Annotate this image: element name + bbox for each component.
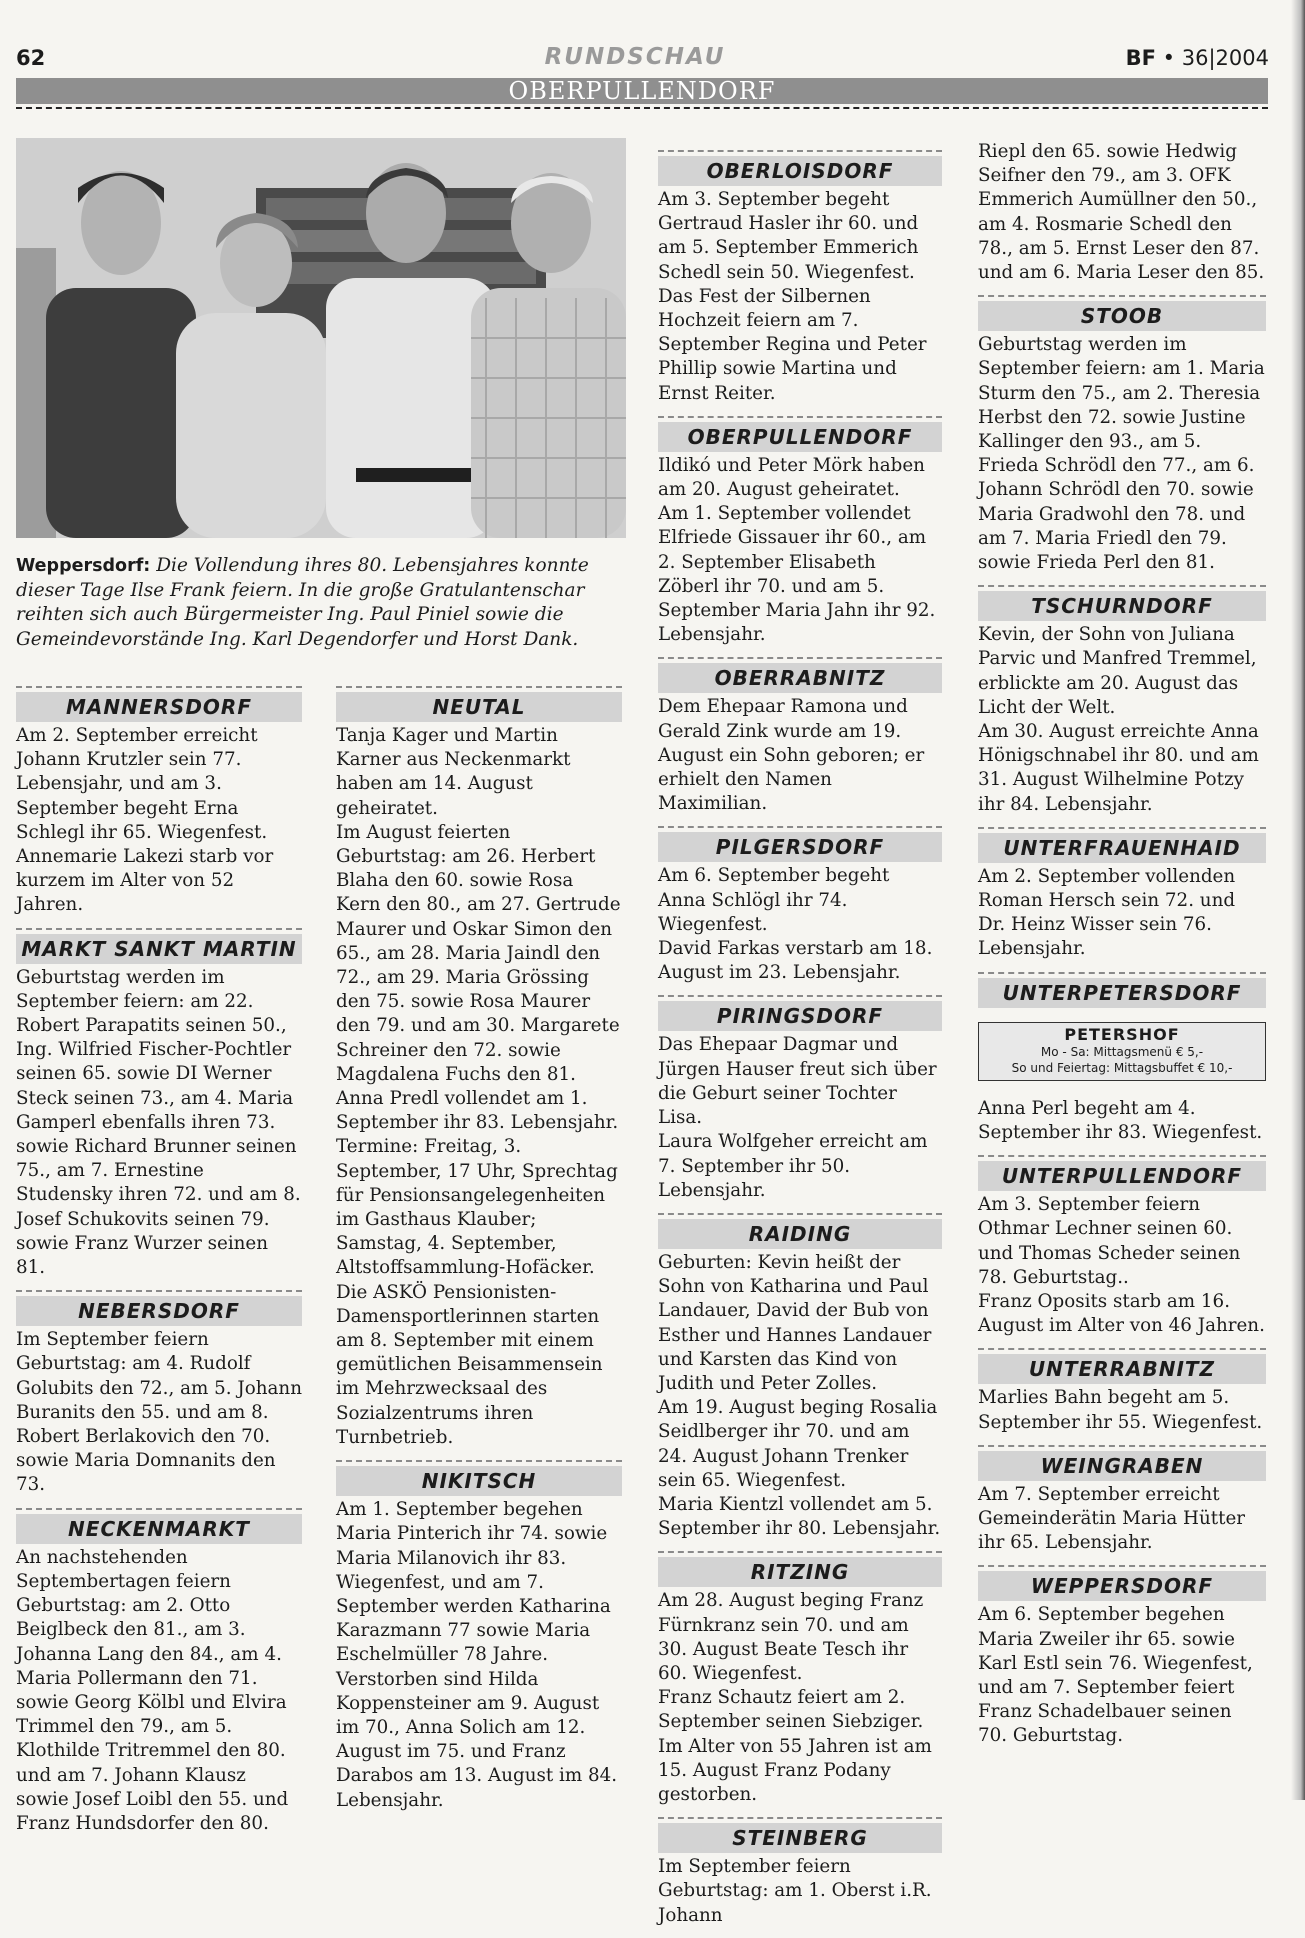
dashed-rule <box>978 585 1266 587</box>
dashed-rule <box>658 826 942 828</box>
dashed-rule <box>16 686 302 688</box>
article-body: Im September feiern Geburtstag: am 1. Oberst i.R. Johann <box>658 1856 932 1926</box>
section-header <box>16 686 302 722</box>
article-oberloisdorf <box>658 150 942 406</box>
photo-caption <box>16 554 628 652</box>
article-nikitsch <box>336 1460 622 1813</box>
section-heading: WEPPERSDORF <box>978 1571 1266 1601</box>
issue-number: 36|2004 <box>1181 46 1269 70</box>
dashed-rule <box>658 1213 942 1215</box>
section-heading: TSCHURNDORF <box>978 591 1266 621</box>
section-header <box>16 928 302 964</box>
section-header <box>978 295 1266 331</box>
column-b <box>336 686 622 1823</box>
dashed-rule <box>978 972 1266 974</box>
section-header <box>16 1508 302 1544</box>
group-photo <box>16 138 626 538</box>
dashed-rule <box>978 1155 1266 1157</box>
page-number: 62 <box>16 46 46 70</box>
article-weingraben <box>978 1445 1266 1556</box>
ad-title: PETERSHOF <box>1064 1024 1180 1044</box>
section-header <box>336 1460 622 1496</box>
article-body: Am 3. September begeht Gertraud Hasler ihr 60. und am 5. September Emmerich Schedl sein 50. Wiegenfest. Das Fest der Silbernen Hochzeit feiern am 7. September Regina und Peter Phillip sowie Martina und Ernst Reiter. <box>658 189 927 404</box>
article-body: Geburten: Kevin heißt der Sohn von Katharina und Paul Landauer, David der Bub von Esther und Hannes Landauer und Karsten das Kind von Judith und Peter Zolles. Am 19. August beging Rosalia Seidlberger ihr 70. und am 24. August Johann Trenker sein 65. Wiegenfest. Maria Kientzl vollendet am 5. September ihr 80. Lebensjahr. <box>658 1251 941 1540</box>
caption-text: Die Vollendung ihres 80. Lebensjahres konnte dieser Tage Ilse Frank feiern. In die große Gratulantenschar reihten sich auch Bürgermeister Ing. Paul Piniel sowie die Gemeindevorstände Ing. Karl Degendorfer und Horst Dank. <box>16 555 589 650</box>
section-title: RUNDSCHAU <box>544 44 726 70</box>
section-heading: PILGERSDORF <box>658 832 942 862</box>
section-heading: STOOB <box>978 301 1266 331</box>
article-body: Am 6. September begehen Maria Zweiler ihr 65. sowie Karl Estl sein 76. Wiegenfest, und am 7. September feiert Franz Schadelbauer seinen 70. Geburtstag. <box>978 1604 1253 1747</box>
advertisement-box <box>978 1022 1266 1081</box>
section-heading: UNTERFRAUENHAID <box>978 833 1266 863</box>
dashed-rule <box>16 1290 302 1292</box>
article-body: An nachstehenden Septembertagen feiern Geburtstag: am 2. Otto Beiglbeck den 81., am 3. Johanna Lang den 84., am 4. Maria Pollermann den 71. sowie Georg Kölbl und Elvira Trimmel den 79., am 5. Klothilde Tritremmel den 80. und am 7. Johann Klausz sowie Josef Loibl den 55. und Franz Hundsdorfer den 80. <box>16 1546 289 1834</box>
article-body: Anna Perl begeht am 4. September ihr 83. Wiegenfest. <box>978 1097 1263 1143</box>
article-pilgersdorf <box>658 826 942 985</box>
article-oberpullendorf <box>658 416 942 648</box>
article-body: Am 2. September vollenden Roman Hersch sein 72. und Dr. Heinz Wisser sein 76. Lebensjahr. <box>978 865 1236 960</box>
section-heading: NEUTAL <box>336 692 622 722</box>
article-ritzing <box>658 1551 942 1807</box>
dashed-rule <box>16 1508 302 1510</box>
dashed-rule <box>978 1348 1266 1350</box>
section-header <box>978 1565 1266 1601</box>
issue-separator: • <box>1162 46 1176 70</box>
section-header <box>658 826 942 862</box>
dashed-rule <box>336 1460 622 1462</box>
section-header <box>658 995 942 1031</box>
article-body: Am 7. September erreicht Gemeinderätin Maria Hütter ihr 65. Lebensjahr. <box>978 1483 1246 1554</box>
dashed-rule <box>978 295 1266 297</box>
article-body: Geburtstag werden im September feiern: am 22. Robert Parapatits seinen 50., Ing. Wilfried Fischer-Pochtler seinen 65. sowie DI Werner Steck seinen 73., am 4. Maria Gamperl ebenfalls ihren 73. sowie Richard Brunner seinen 75., am 7. Ernestine Studensky ihren 72. und am 8. Josef Schukovits seinen 79. sowie Franz Wurzer seinen 81. <box>16 966 301 1279</box>
article-neutal <box>336 686 622 1450</box>
dashed-rule <box>16 928 302 930</box>
region-banner <box>16 78 1268 104</box>
section-heading: OBERLOISDORF <box>658 156 942 186</box>
section-heading: UNTERPETERSDORF <box>978 978 1266 1008</box>
ad-line-weekend: So und Feiertag: Mittagsbuffet € 10,- <box>1011 1060 1233 1075</box>
article-raiding <box>658 1213 942 1541</box>
section-header <box>16 1290 302 1326</box>
article-steinberg <box>658 1817 942 1928</box>
dashed-rule <box>978 1445 1266 1447</box>
section-heading: OBERRABNITZ <box>658 663 942 693</box>
article-body: Im September feiern Geburtstag: am 4. Rudolf Golubits den 72., am 5. Johann Buranits den 55. und am 8. Robert Berlakovich den 70. sowie Maria Domnanits den 73. <box>16 1329 302 1496</box>
article-body: Das Ehepaar Dagmar und Jürgen Hauser freut sich über die Geburt seiner Tochter Lisa. Laura Wolfgeher erreicht am 7. September ihr 50. Lebensjahr. <box>658 1034 937 1201</box>
section-heading: PIRINGSDORF <box>658 1001 942 1031</box>
header-divider <box>16 107 1268 109</box>
caption-place: Weppersdorf: <box>16 556 151 576</box>
dashed-rule <box>978 1565 1266 1567</box>
section-header <box>978 585 1266 621</box>
section-header <box>658 1817 942 1853</box>
article-oberrabnitz <box>658 657 942 816</box>
section-header <box>978 1348 1266 1384</box>
dashed-rule <box>336 686 622 688</box>
article-body: Marlies Bahn begeht am 5. September ihr 55. Wiegenfest. <box>978 1387 1263 1433</box>
region-title: OBERPULLENDORF <box>508 77 776 105</box>
article-neckenmarkt <box>16 1508 302 1836</box>
section-header <box>658 150 942 186</box>
section-header <box>978 1155 1266 1191</box>
article-body: Am 2. September erreicht Johann Krutzler sein 77. Lebensjahr, und am 3. September begeht Erna Schlegl ihr 65. Wiegenfest. Annemarie Lakezi starb vor kurzem im Alter von 52 Jahren. <box>16 725 274 916</box>
article-stoob <box>978 295 1266 575</box>
dashed-rule <box>658 150 942 152</box>
section-heading: STEINBERG <box>658 1823 942 1853</box>
article-nebersdorf <box>16 1290 302 1497</box>
section-header <box>978 972 1266 1008</box>
dashed-rule <box>658 657 942 659</box>
section-heading: NEBERSDORF <box>16 1296 302 1326</box>
article-continuation: Riepl den 65. sowie Hedwig Seifner den 79., am 3. OFK Emmerich Aumüllner den 50., am 4. Rosmarie Schedl den 78., am 5. Ernst Leser den 87. und am 6. Maria Leser den 85. <box>978 141 1265 284</box>
article-body: Am 3. September feiern Othmar Lechner seinen 60. und Thomas Scheder seinen 78. Geburtstag.. Franz Oposits starb am 16. August im Alter von 46 Jahren. <box>978 1194 1265 1337</box>
dashed-rule <box>978 827 1266 829</box>
article-weppersdorf <box>978 1565 1266 1748</box>
article-piringsdorf <box>658 995 942 1202</box>
section-heading: RITZING <box>658 1557 942 1587</box>
article-body: Kevin, der Sohn von Juliana Parvic und Manfred Tremmel, erblickte am 20. August das Licht der Welt. Am 30. August erreichte Anna Hönigschnabel ihr 80. und am 31. August Wilhelmine Potzy ihr 84. Lebensjahr. <box>978 624 1259 815</box>
issue-brand: BF <box>1125 46 1156 70</box>
article-unterpullendorf <box>978 1155 1266 1338</box>
dashed-rule <box>658 1551 942 1553</box>
section-header <box>658 1551 942 1587</box>
article-body: Am 6. September begeht Anna Schlögl ihr 74. Wiegenfest. David Farkas verstarb am 18. August im 23. Lebensjahr. <box>658 865 933 984</box>
section-heading: NIKITSCH <box>336 1466 622 1496</box>
section-header <box>658 657 942 693</box>
section-header <box>978 827 1266 863</box>
article-body: Am 1. September begehen Maria Pinterich ihr 74. sowie Maria Milanovich ihr 83. Wiegenfest, und am 7. September werden Katharina Karazmann 77 sowie Maria Eschelmüller 78 Jahre. Verstorben sind Hilda Koppensteiner am 9. August im 70., Anna Solich am 12. August im 75. und Franz Darabos am 13. August im 84. Lebensjahr. <box>336 1499 618 1811</box>
ad-line-weekday: Mo - Sa: Mittagsmenü € 5,- <box>1040 1044 1204 1059</box>
section-heading: UNTERPULLENDORF <box>978 1161 1266 1191</box>
article-tschurndorf <box>978 585 1266 817</box>
article-unterfrauenhaid <box>978 827 1266 962</box>
page-binding-shadow <box>1291 0 1305 1800</box>
section-header <box>658 1213 942 1249</box>
column-c <box>658 150 942 1938</box>
article-mannersdorf <box>16 686 302 918</box>
article-unterrabnitz <box>978 1348 1266 1434</box>
article-unterpetersdorf <box>978 972 1266 1008</box>
section-heading: OBERPULLENDORF <box>658 422 942 452</box>
article-body: Tanja Kager und Martin Karner aus Neckenmarkt haben am 14. August geheiratet. Im August feierten Geburtstag: am 26. Herbert Blaha den 60. sowie Rosa Kern den 80., am 27. Gertrude Maurer und Oskar Simon den 65., am 28. Maria Jaindl den 72., am 29. Maria Grössing den 75. sowie Rosa Maurer den 79. und am 30. Margarete Schreiner den 72. sowie Magdalena Fuchs den 81. Anna Predl vollendet am 1. September ihr 83. Lebensjahr. Termine: Freitag, 3. September, 17 Uhr, Sprechtag für Pensionsangelegenheiten im Gasthaus Klauber; Samstag, 4. September, Altstoffsammlung-Hofäcker. Die ASKÖ Pensionisten-Damensportlerinnen starten am 8. September mit einem gemütlichen Beisammensein im Mehrzwecksaal des Sozialzentrums ihren Turnbetrieb. <box>336 725 621 1448</box>
article-body: Dem Ehepaar Ramona und Gerald Zink wurde am 19. August ein Sohn geboren; er erhielt den Namen Maximilian. <box>658 696 925 815</box>
section-heading: MARKT SANKT MARTIN <box>16 934 302 964</box>
dashed-rule <box>658 416 942 418</box>
section-header <box>336 686 622 722</box>
section-heading: WEINGRABEN <box>978 1451 1266 1481</box>
section-heading: UNTERRABNITZ <box>978 1354 1266 1384</box>
dashed-rule <box>658 995 942 997</box>
dashed-rule <box>658 1817 942 1819</box>
column-d <box>978 140 1266 1759</box>
issue-label <box>1126 46 1269 70</box>
article-body: Ildikó und Peter Mörk haben am 20. August geheiratet. Am 1. September vollendet Elfriede Gissauer ihr 60., am 2. September Elisabeth Zöberl ihr 70. und am 5. September Maria Jahn ihr 92. Lebensjahr. <box>658 454 936 646</box>
section-header <box>978 1445 1266 1481</box>
article-body: Am 28. August beging Franz Fürnkranz sein 70. und am 30. August Beate Tesch ihr 60. Wiegenfest. Franz Schautz feiert am 2. September seinen Siebziger. Im Alter von 55 Jahren ist am 15. August Franz Podany gestorben. <box>658 1590 932 1805</box>
article-body: Geburtstag werden im September feiern: am 1. Maria Sturm den 75., am 2. Theresia Herbst den 72. sowie Justine Kallinger den 93., am 5. Frieda Schrödl den 77., am 6. Johann Schrödl den 70. sowie Maria Gradwohl den 78. und am 7. Maria Friedl den 79. sowie Frieda Perl den 81. <box>978 334 1265 574</box>
section-heading: NECKENMARKT <box>16 1514 302 1544</box>
article-markt-sankt-martin <box>16 928 302 1281</box>
section-heading: MANNERSDORF <box>16 692 302 722</box>
section-heading: RAIDING <box>658 1219 942 1249</box>
column-a <box>16 686 302 1846</box>
section-header <box>658 416 942 452</box>
